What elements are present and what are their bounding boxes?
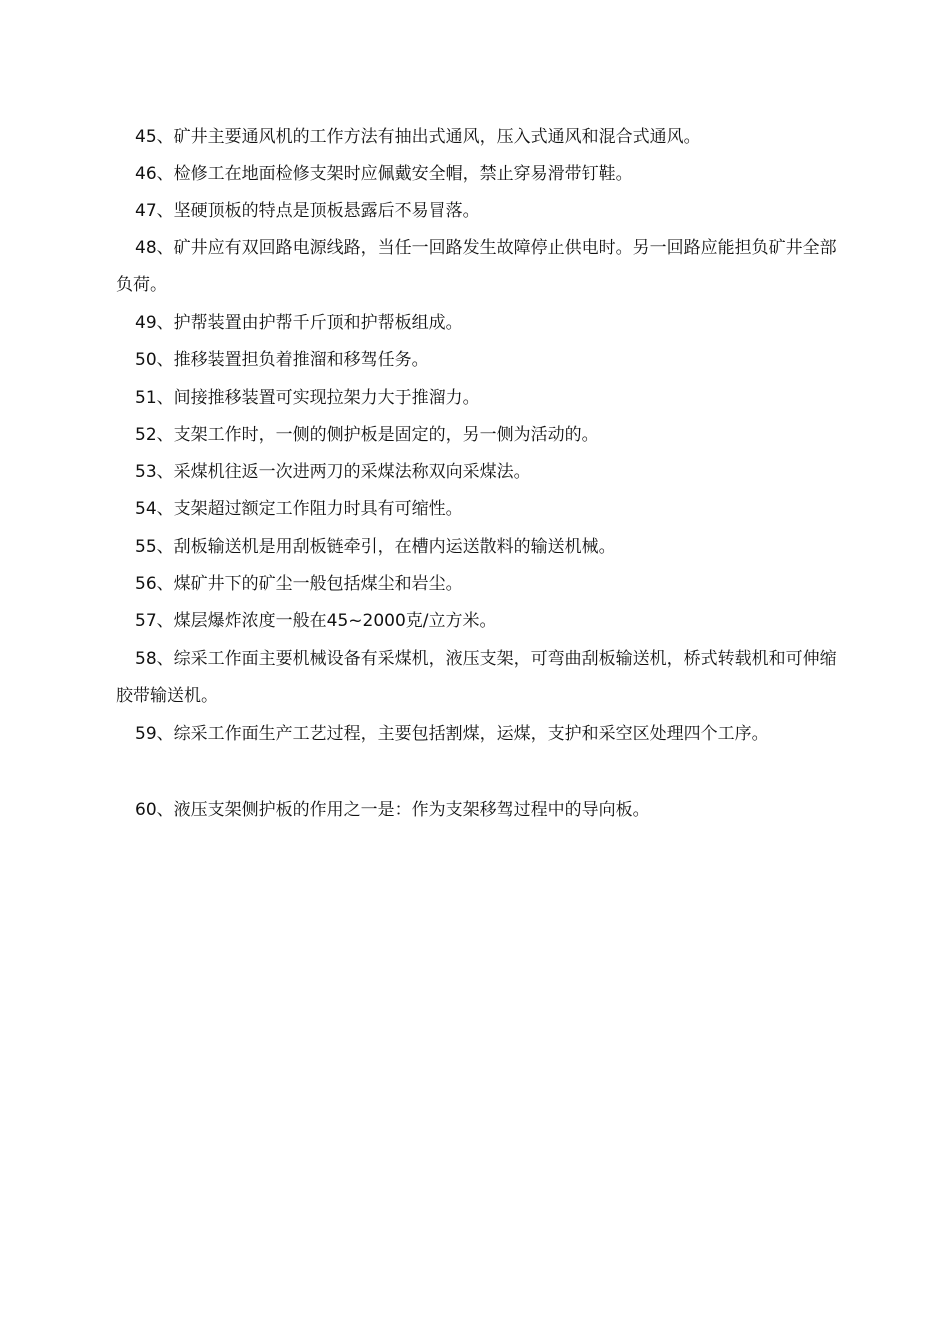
item-54: 54、支架超过额定工作阻力时具有可缩性。 xyxy=(135,499,463,519)
item-56: 56、煤矿井下的矿尘一般包括煤尘和岩尘。 xyxy=(135,574,463,594)
item-49: 49、护帮装置由护帮千斤顶和护帮板组成。 xyxy=(135,313,463,333)
item-50: 50、推移装置担负着推溜和移驾任务。 xyxy=(135,350,429,370)
item-46: 46、检修工在地面检修支架时应佩戴安全帽，禁止穿易滑带钉鞋。 xyxy=(135,164,633,184)
item-59: 59、综采工作面生产工艺过程，主要包括割煤，运煤，支护和采空区处理四个工序。 xyxy=(135,724,769,744)
item-47: 47、坚硬顶板的特点是顶板悬露后不易冒落。 xyxy=(135,201,480,221)
item-60: 60、液压支架侧护板的作用之一是：作为支架移驾过程中的导向板。 xyxy=(135,800,650,820)
item-57: 57、煤层爆炸浓度一般在45~2000克/立方米。 xyxy=(135,611,497,631)
item-45: 45、矿井主要通风机的工作方法有抽出式通风，压入式通风和混合式通风。 xyxy=(135,127,701,147)
item-48: 48、矿井应有双回路电源线路，当任一回路发生故障停止供电时。另一回路应能担负矿井全部负荷。 xyxy=(116,238,837,295)
item-52: 52、支架工作时，一侧的侧护板是固定的，另一侧为活动的。 xyxy=(135,425,599,445)
item-58: 58、综采工作面主要机械设备有采煤机，液压支架，可弯曲刮板输送机，桥式转载机和可伸缩胶带输送机。 xyxy=(116,649,837,706)
item-51: 51、间接推移装置可实现拉架力大于推溜力。 xyxy=(135,388,480,408)
item-55: 55、刮板输送机是用刮板链牵引，在槽内运送散料的输送机械。 xyxy=(135,537,616,557)
item-53: 53、采煤机往返一次进两刀的采煤法称双向采煤法。 xyxy=(135,462,531,482)
